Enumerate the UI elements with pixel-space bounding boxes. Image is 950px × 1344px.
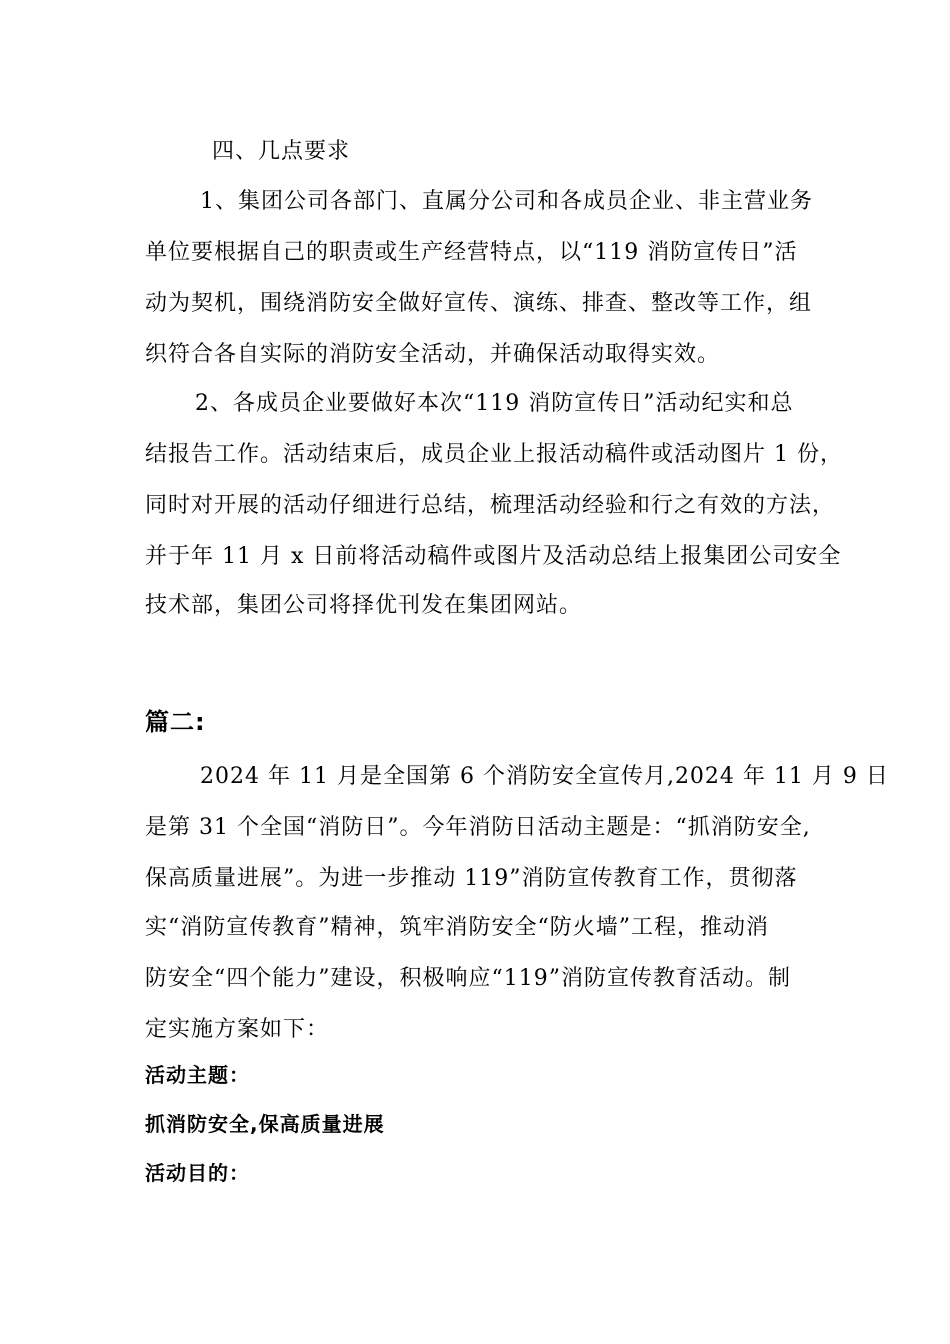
activity-theme-label: 活动主题： xyxy=(145,1063,250,1087)
requirement-1-line: 1、集团公司各部门、直属分公司和各成员企业、非主营业务 xyxy=(200,189,813,214)
requirement-2-line: 结报告工作。活动结束后，成员企业上报活动稿件或活动图片 1 份， xyxy=(145,442,843,467)
part-two-intro-line: 防安全“四个能力”建设，积极响应“119”消防宣传教育活动。制 xyxy=(145,966,791,991)
requirement-2-line: 同时对开展的活动仔细进行总结，梳理活动经验和行之有效的方法， xyxy=(145,493,836,518)
requirement-1-line: 单位要根据自己的职责或生产经营特点，以“119 消防宣传日”活 xyxy=(145,240,798,265)
requirement-2-line: 技术部，集团公司将择优刊发在集团网站。 xyxy=(145,593,583,618)
part-two-intro-line: 保高质量进展”。为进一步推动 119”消防宣传教育工作，贯彻落 xyxy=(145,866,798,891)
section-heading: 四、几点要求 xyxy=(212,139,351,164)
requirement-2-line: 2、各成员企业要做好本次“119 消防宣传日”活动纪实和总 xyxy=(195,391,794,416)
part-two-intro-line: 定实施方案如下： xyxy=(145,1017,330,1042)
activity-purpose-label: 活动目的： xyxy=(145,1161,250,1185)
requirement-2-line: 并于年 11 月 x 日前将活动稿件或图片及活动总结上报集团公司安全 xyxy=(145,544,842,569)
part-two-intro-line: 是第 31 个全国“消防日”。今年消防日活动主题是：“抓消防安全, xyxy=(145,815,811,840)
part-two-intro-line: 2024 年 11 月是全国第 6 个消防安全宣传月,2024 年 11 月 9 日 xyxy=(200,764,889,789)
requirement-1-line: 织符合各自实际的消防安全活动，并确保活动取得实效。 xyxy=(145,342,721,367)
part-two-intro-line: 实“消防宣传教育”精神，筑牢消防安全“防火墙”工程，推动消 xyxy=(145,915,769,940)
part-two-title: 篇二: xyxy=(145,708,206,736)
activity-theme-text: 抓消防安全,保高质量进展 xyxy=(145,1112,385,1136)
requirement-1-line: 动为契机，围绕消防安全做好宣传、演练、排查、整改等工作，组 xyxy=(145,291,813,316)
